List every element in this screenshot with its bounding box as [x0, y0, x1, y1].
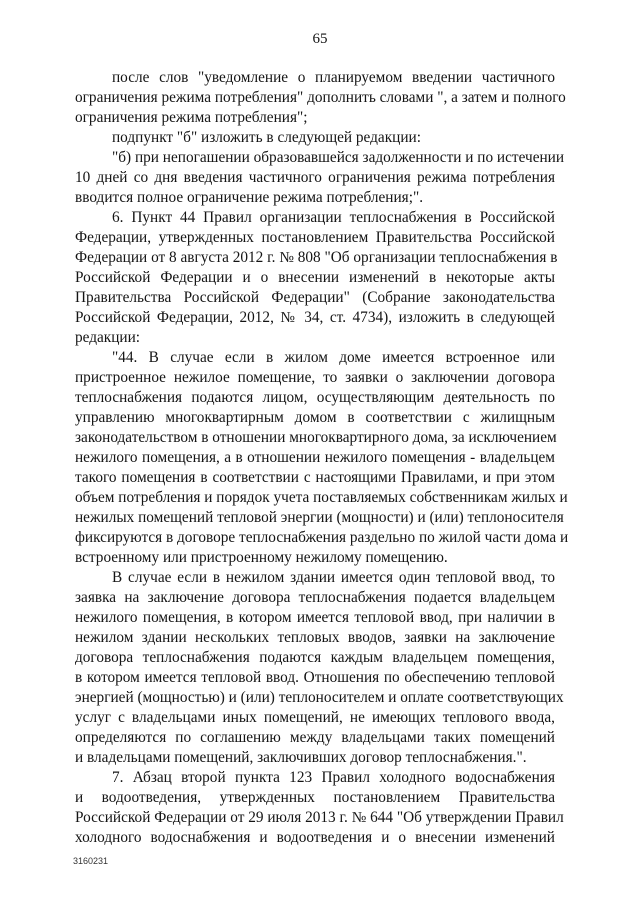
text-line: договора теплоснабжения подаются каждым владельцем помещения,	[75, 649, 555, 666]
text-line: редакции:	[75, 329, 141, 346]
paragraph	[75, 348, 569, 568]
text-line: 10 дней со дня введения частичного ограничения режима потребления	[75, 169, 555, 186]
text-line: энергией (мощностью) и (или) теплоносителем и оплате соответствующих	[75, 689, 564, 706]
text-line: "44. В случае если в жилом доме имеется встроенное или	[112, 349, 555, 366]
text-line: встроенному или пристроенному нежилому помещению.	[75, 549, 448, 566]
text-line: ограничения режима потребления";	[75, 109, 308, 126]
paragraph	[75, 148, 565, 208]
text-line: услуг с владельцами иных помещений, не имеющих теплового ввода,	[75, 709, 555, 726]
text-line: законодательством в отношении многоквартирного дома, за исключением	[75, 429, 557, 446]
text-line: Федерации, утвержденных постановлением Правительства Российской	[75, 229, 555, 246]
page-number: 65	[312, 31, 328, 47]
text-line: после слов "уведомление о планируемом введении частичного	[112, 69, 555, 86]
text-line: объем потребления и порядок учета поставляемых собственникам жилых и	[75, 489, 568, 506]
text-line: вводится полное ограничение режима потребления;".	[75, 189, 424, 206]
text-line: такого помещения в соответствии с настоящими Правилами, и при этом	[75, 469, 555, 486]
text-line: теплоснабжения подаются лицом, осуществляющим деятельность по	[75, 389, 555, 406]
document-body	[75, 68, 569, 848]
text-line: определяются по соглашению между владельцами таких помещений	[75, 729, 555, 746]
text-line: управлению многоквартирным домом в соответствии с жилищным	[75, 409, 555, 426]
paragraph	[75, 208, 558, 348]
text-line: Российской Федерации от 29 июля 2013 г. № 644 "Об утверждении Правил	[75, 809, 564, 826]
text-line: 6. Пункт 44 Правил организации теплоснабжения в Российской	[112, 209, 555, 226]
text-line: и владельцами помещений, заключивших договор теплоснабжения.".	[75, 749, 527, 766]
text-line: заявка на заключение договора теплоснабжения подается владельцем	[75, 589, 555, 606]
text-line: 7. Абзац второй пункта 123 Правил холодного водоснабжения	[112, 769, 555, 786]
text-line: нежилых помещений тепловой энергии (мощности) и (или) теплоносителя	[75, 509, 564, 526]
text-line: ограничения режима потребления" дополнить словами ", а затем и полного	[75, 89, 566, 106]
text-line: Федерации от 8 августа 2012 г. № 808 "Об организации теплоснабжения в	[75, 249, 558, 266]
text-line: нежилого помещения, в котором имеется тепловой ввод, при наличии в	[75, 609, 555, 626]
text-line: пристроенное нежилое помещение, то заявки о заключении договора	[75, 369, 555, 386]
document-code: 3160231	[73, 856, 109, 866]
text-line: нежилом здании нескольких тепловых вводов, заявки на заключение	[75, 629, 555, 646]
text-line: в котором имеется тепловой ввод. Отношения по обеспечению тепловой	[75, 669, 555, 686]
text-line: холодного водоснабжения и водоотведения и о внесении изменений	[75, 829, 555, 846]
text-line: Российской Федерации, 2012, № 34, ст. 4734), изложить в следующей	[75, 309, 555, 326]
text-line: В случае если в нежилом здании имеется один тепловой ввод, то	[112, 569, 555, 586]
paragraph	[75, 68, 566, 128]
paragraph	[75, 568, 564, 768]
text-line: Правительства Российской Федерации" (Собрание законодательства	[75, 289, 555, 306]
text-line: и водоотведения, утвержденных постановлением Правительства	[75, 789, 555, 806]
paragraph	[75, 768, 564, 848]
text-line: "б) при непогашении образовавшейся задолженности и по истечении	[112, 149, 565, 166]
text-line: нежилого помещения, а в отношении нежилого помещения - владельцем	[75, 449, 555, 466]
text-line: Российской Федерации и о внесении изменений в некоторые акты	[75, 269, 555, 286]
text-line: подпункт "б" изложить в следующей редакции:	[112, 129, 421, 146]
text-line: фиксируются в договоре теплоснабжения раздельно по жилой части дома и	[75, 529, 569, 546]
paragraph	[75, 128, 555, 148]
